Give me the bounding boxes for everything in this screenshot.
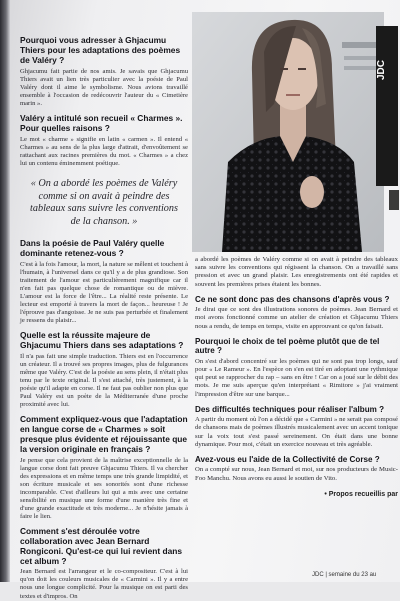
answer: A partir du moment où l'on a décidé que « Carmini » ne serait pas composé de chansons mais de poèmes illustrés musicalement avec un accent tonique sur la voix tout s'est passé sereinement. On était dans une bonne dynamique. Pour moi, c'était un exercice nouveau et très agréable. <box>195 416 398 448</box>
question: Pourquoi le choix de tel poème plutôt que de tel autre ? <box>195 336 380 356</box>
portrait-photo <box>192 12 384 252</box>
answer: Je pense que cela provient de la maîtrise exceptionnelle de la langue corse dont fait preuve Ghjacumu Thiers. Il va chercher des expressions et en même temps une très grande limpidité, et son écriture musicale et ses sonorités sont d'une richesse incomparable. C'est d'ailleurs lui qui a mis avec une certaine sensibilité en musique une forme d'une manière très fine et d'une grande exactitude et très moderne... Je n'hésite jamais à faire le lien. <box>20 456 188 520</box>
answer: Le mot « charme » signifie en latin « carmen ». Il entend « Charmes » au sens de la plus large d'attrait, d'envoûtement se rattachant aux racines premières du mot. « Charmes » a chez lui un contenu éminemment poétique. <box>20 135 188 167</box>
answer: Jean Bernard est l'arrangeur et le co-compositeur. C'est à lui qu'on doit les couleurs musicales de « Carmini ». Il y a entre nous une longue complicité. Pour la musique on est parti des textes et d'impros. On <box>20 568 188 600</box>
answer: On a compté sur nous, Jean Bernard et moi, sur nos producteurs de Music-Foo Manchu. Nous avons eu aussi le soutien de Vito. <box>195 466 398 482</box>
answer: Je dirai que ce sont des illustrations sonores de poèmes. Jean Bernard et moi avons fonctionné comme un atelier de création et Ghjacumu Thiers nous a rendu, de temps en temps, visite en approuvant ce qu'on faisait. <box>195 306 398 330</box>
question: Des difficultés techniques pour réaliser l'album ? <box>195 404 385 414</box>
answer: a abordé les poèmes de Valéry comme si on avait à peindre des tableaux sans suivre les conventions qui régissent la chanson. On a travaillé sans pression et avec un grand plaisir. Les enregistrements ont été rapides et souvent les premières prises étaient les bonnes. <box>195 256 398 288</box>
left-column <box>20 35 188 600</box>
answer: Il n'a pas fait une simple traduction. Thiers est en l'occurrence un créateur. Il a trouvé ses propres images, plus de fulgurances même que Valéry. C'est de la poésie au sens plein, il n'était plus tenu par le texte original. Il s'est attaché, très justement, à la poésie qu'il adapte en corse. Il ne faut pas oublier non plus que Paul Valéry est un poète de la Méditerranée d'une proche proximité avec lui. <box>20 352 188 408</box>
answer: Ghjacumu fait partie de nos amis. Je savais que Ghjacumu Thiers avait un lien très particulier avec la poésie de Paul Valéry dont il aime le symbolisme. Nous avions travaillé ensemble à l'occasion de redécouvrir l'auteur du « Cimetière marin ». <box>20 67 188 107</box>
interview-credit: • Propos recueillis par <box>324 490 398 498</box>
question: Comment s'est déroulée votre collaboration avec Jean Bernard Rongiconi. Qu'est-ce qui lui revient dans cet album ? <box>20 525 183 566</box>
tab-strip <box>389 190 399 210</box>
question: Comment expliquez-vous que l'adaptation en langue corse de « Charmes » soit presque plus évidente et réjouissante que la version originale en français ? <box>20 413 188 454</box>
pull-quote: « On a abordé les poèmes de Valéry comme si on avait à peindre des tableaux sans suivre les conventions de la chanson. » <box>30 177 178 228</box>
page-footer: JDC | semaine du 23 au <box>312 572 377 578</box>
question: Dans la poésie de Paul Valéry quelle dominante retenez-vous ? <box>20 237 165 258</box>
question: Ce ne sont donc pas des chansons d'après vous ? <box>195 294 390 304</box>
question: Avez-vous eu l'aide de la Collectivité de Corse ? <box>195 454 380 464</box>
question: Valéry a intitulé son recueil « Charmes ». Pour quelles raisons ? <box>20 112 183 133</box>
question: Pourquoi vous adresser à Ghjacumu Thiers pour les adaptations des poèmes de Valéry ? <box>20 35 181 65</box>
section-tab-label: JDC <box>376 60 387 81</box>
answer: On s'est d'abord concentré sur les poèmes qui ne sont pas trop longs, sauf pour « Le Rameur ». En l'espèce on s'en est tiré en adoptant une rythmique qui peut se rapprocher du rap – sans en être ! Car on a joué sur le débit des mots. Je me suis aperçue qu'en interprétant « Rimitore » j'ai vraiment l'impression d'être sur une barque... <box>195 357 398 398</box>
right-column <box>195 256 398 582</box>
question: Quelle est la réussite majeure de Ghjacumu Thiers dans ses adaptations ? <box>20 329 184 350</box>
answer: C'est à la fois l'amour, la mort, la nature se mêlent et touchent à l'humain, à l'universel dans ce qu'il y a de plus grandiose. Son traitement de l'amour est particulièrement magnifique car il n'en fait pas quelque chose de romantique ou de mièvre. L'amour est la force de l'être... La réalité reste présente. Le lecteur est emporté à travers la mort de façon... heureuse ! Je l'éprouve pas d'angoisse. Je ne suis pas perturbée et finalement je ressens du plaisir... <box>20 260 188 324</box>
page-binding-edge <box>0 0 10 582</box>
